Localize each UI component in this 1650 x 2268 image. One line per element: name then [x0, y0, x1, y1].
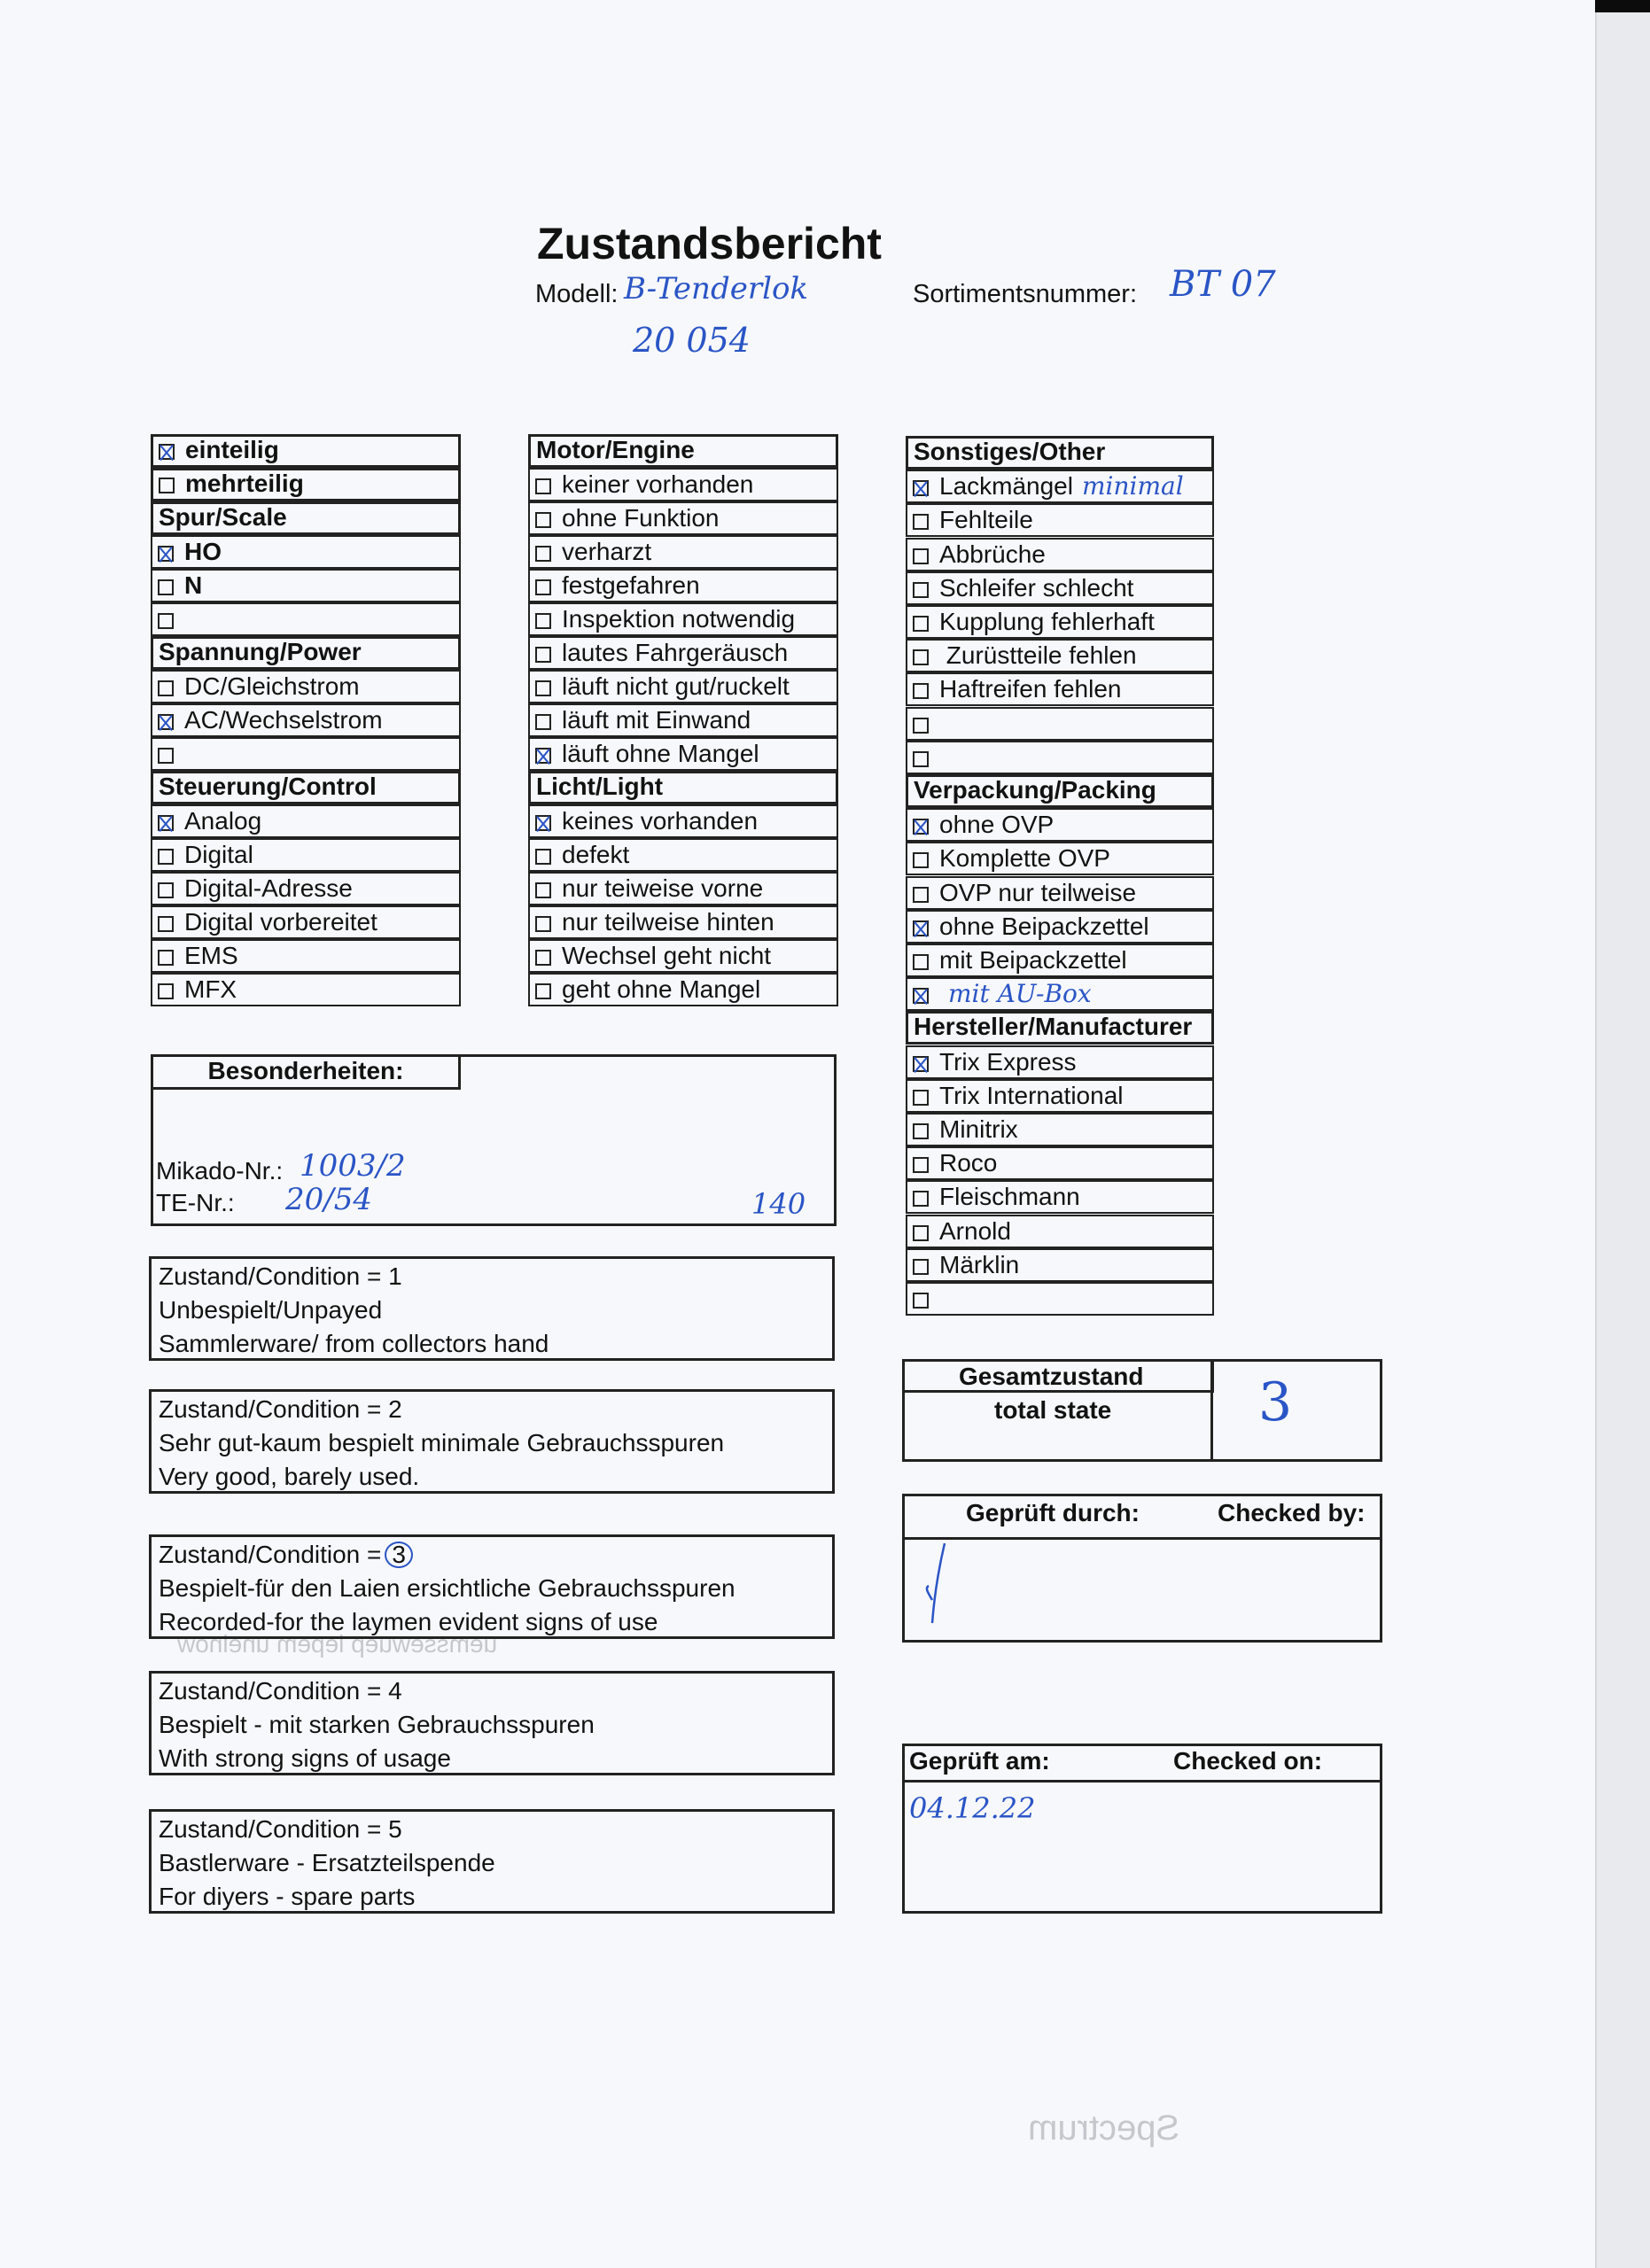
col2-row [528, 737, 838, 771]
condition-box [149, 1256, 835, 1361]
col1-row-label: Digital [184, 841, 253, 868]
col1-row [151, 804, 461, 838]
col3-row-label: Zurüstteile fehlen [939, 641, 1137, 670]
col1-row-label: MFX [184, 975, 237, 1003]
checkbox[interactable] [159, 478, 175, 493]
condition-text: Unbespielt/Unpayed [159, 1296, 383, 1324]
col1-row [151, 737, 461, 771]
condition-line3 [159, 1463, 419, 1491]
condition-line2 [159, 1296, 382, 1324]
checkbox[interactable] [535, 613, 551, 629]
col3-row [906, 1045, 1214, 1079]
condition-text: Zustand/Condition = 1 [159, 1262, 402, 1290]
checkbox-checked[interactable] [158, 815, 174, 831]
condition-text: Bastlerware - Ersatzteilspende [159, 1849, 495, 1876]
checkbox[interactable] [913, 514, 929, 530]
col3-row [906, 1146, 1214, 1180]
page-title: Zustandsbericht [537, 219, 882, 268]
col3-row-label: Märklin [939, 1250, 1020, 1278]
col1-row [151, 636, 461, 670]
col1-row-label: Spur/Scale [159, 503, 287, 531]
col2-row [528, 501, 838, 535]
col2-row [528, 468, 838, 501]
condition-line3 [159, 1744, 451, 1773]
col2-row-label: läuft mit Einwand [562, 706, 751, 734]
col2-row [528, 670, 838, 703]
checkbox[interactable] [913, 616, 929, 632]
checkbox[interactable] [535, 849, 551, 865]
condition-text: Sehr gut-kaum bespielt minimale Gebrauchsspuren [159, 1429, 725, 1456]
col3-row-label: Trix International [939, 1081, 1124, 1109]
checkbox[interactable] [158, 613, 174, 629]
col1-row [151, 838, 461, 872]
col2-row [528, 535, 838, 569]
col3-row-label: Trix Express [939, 1047, 1077, 1076]
checkbox[interactable] [913, 718, 929, 734]
col3-row-label: Fleischmann [939, 1183, 1080, 1211]
col1-row-label: N [184, 571, 203, 599]
condition-text: Zustand/Condition = 4 [159, 1677, 402, 1705]
checkbox[interactable] [913, 751, 929, 767]
condition-text: Zustand/Condition = [159, 1541, 382, 1568]
col3-row [906, 470, 1214, 503]
col3-row [906, 605, 1214, 639]
checkbox[interactable] [913, 1293, 929, 1309]
scanner-edge-dark [1595, 0, 1650, 12]
col3-row [906, 672, 1214, 706]
condition-line2 [159, 1429, 724, 1457]
col2-row-label: defekt [562, 841, 630, 868]
col3-row-label: ohne Beipackzettel [939, 912, 1149, 940]
gesamt-value: 3 [1258, 1371, 1293, 1433]
condition-line1 [159, 1262, 402, 1291]
col1-row [151, 602, 461, 636]
checkbox[interactable] [913, 887, 929, 903]
checkbox[interactable] [535, 478, 551, 494]
modell-value-number: 20 054 [633, 321, 751, 360]
checkbox-checked[interactable] [913, 920, 929, 936]
mikado-value: 1003/2 [300, 1148, 406, 1184]
col1-row [151, 973, 461, 1006]
col2-row [528, 703, 838, 737]
col3-row [906, 503, 1214, 537]
checked-by-label-en: Checked by: [1218, 1499, 1366, 1526]
col3-row [906, 571, 1214, 605]
col3-row-label: OVP nur teilweise [939, 878, 1137, 906]
col2-row [528, 973, 838, 1006]
col1-row [151, 939, 461, 973]
checkbox[interactable] [158, 916, 174, 932]
col2-row [528, 838, 838, 872]
col3-row-label: Arnold [939, 1216, 1011, 1245]
condition-box [149, 1671, 835, 1775]
col1-row-label: Steuerung/Control [159, 773, 377, 800]
col3-row [906, 436, 1214, 470]
signature [918, 1538, 971, 1627]
checkbox-checked[interactable] [158, 546, 174, 562]
modell-label: Modell: [535, 280, 619, 308]
col2-row-label: ohne Funktion [562, 504, 720, 532]
col1-row-label: mehrteilig [185, 470, 304, 497]
checkbox[interactable] [158, 983, 174, 999]
mikado-label: Mikado-Nr.: [156, 1157, 284, 1184]
checkbox[interactable] [913, 548, 929, 564]
col3-row [906, 707, 1214, 741]
col2-row [528, 939, 838, 973]
col2-row [528, 872, 838, 905]
checkbox[interactable] [158, 950, 174, 966]
col3-row-label: Minitrix [939, 1115, 1018, 1143]
col3-row-label: Haftreifen fehlen [939, 675, 1122, 703]
checkbox-checked[interactable] [913, 480, 929, 496]
checkbox[interactable] [158, 882, 174, 898]
condition-box [149, 1809, 835, 1914]
bleed-through-text: uemssewuep lepem unelnow [177, 1630, 498, 1658]
col3-row [906, 774, 1214, 808]
checkbox[interactable] [535, 983, 551, 999]
checkbox[interactable] [535, 579, 551, 595]
col3-row-label: ohne OVP [939, 811, 1055, 839]
sortiment-label: Sortimentsnummer: [913, 280, 1138, 308]
condition-line1 [159, 1395, 402, 1424]
col1-row [151, 434, 461, 468]
checked-on-value: 04.12.22 [909, 1791, 1036, 1825]
col2-row-label: keiner vorhanden [562, 470, 754, 498]
checkbox[interactable] [913, 1259, 929, 1275]
col2-row-label: läuft ohne Mangel [562, 740, 759, 767]
col2-row-label: nur teiweise vorne [562, 874, 764, 902]
col3-row-handwritten: minimal [1081, 471, 1184, 501]
sortiment-value: BT 07 [1170, 264, 1276, 305]
checkbox[interactable] [913, 1191, 929, 1207]
col1-row-label: AC/Wechselstrom [184, 706, 383, 734]
col3-row-label: Komplette OVP [939, 844, 1110, 873]
col3-row [906, 876, 1214, 910]
checkbox[interactable] [535, 647, 551, 663]
col1-row [151, 569, 461, 602]
checkbox[interactable] [913, 1123, 929, 1139]
checkbox[interactable] [535, 950, 551, 966]
col3-row [906, 910, 1214, 944]
col1-row [151, 535, 461, 569]
col2-row [528, 905, 838, 939]
col3-row [906, 842, 1214, 875]
col3-row [906, 1215, 1214, 1248]
col1-row [151, 501, 461, 535]
col3-row [906, 808, 1214, 842]
checkbox[interactable] [913, 954, 929, 970]
condition-line2 [159, 1574, 735, 1603]
checkbox[interactable] [535, 680, 551, 696]
col1-row-label: Digital-Adresse [184, 874, 353, 902]
col3-row-label: Sonstiges/Other [914, 438, 1106, 465]
condition-line3 [159, 1883, 415, 1911]
col2-row [528, 434, 838, 468]
checkbox[interactable] [913, 582, 929, 598]
condition-line2 [159, 1849, 495, 1877]
besonderheiten-label: Besonderheiten: [151, 1054, 461, 1090]
condition-text: Recorded-for the laymen evident signs of use [159, 1608, 658, 1635]
condition-text: With strong signs of usage [159, 1744, 451, 1772]
col3-row [906, 639, 1214, 672]
col2-row-label: läuft nicht gut/ruckelt [562, 672, 790, 700]
col3-row [906, 1282, 1214, 1316]
gesamt-label-en: total state [994, 1396, 1112, 1424]
col3-row [906, 741, 1214, 774]
checkbox[interactable] [158, 680, 174, 696]
condition-text: Very good, barely used. [159, 1463, 420, 1490]
col3-row [906, 977, 1214, 1011]
col1-row-label: EMS [184, 942, 238, 969]
col3-row-label: Fehlteile [939, 506, 1033, 534]
checkbox[interactable] [535, 512, 551, 528]
checkbox[interactable] [535, 714, 551, 730]
condition-text: Sammlerware/ from collectors hand [159, 1330, 549, 1357]
bleed-through-text: Spectrum [1028, 2109, 1180, 2148]
condition-text: For diyers - spare parts [159, 1883, 416, 1910]
col2-row-label: Motor/Engine [536, 436, 695, 463]
col3-row [906, 1079, 1214, 1113]
col2-row-label: Licht/Light [536, 773, 664, 800]
col3-row-label: Abbrüche [939, 540, 1046, 568]
col2-row [528, 569, 838, 602]
checked-on-label-de: Geprüft am: [909, 1747, 1050, 1775]
te-value: 20/54 [285, 1182, 372, 1217]
col3-row [906, 1113, 1214, 1146]
col3-row-label: mit Beipackzettel [939, 946, 1127, 974]
te-label: TE-Nr.: [156, 1189, 235, 1216]
checkbox[interactable] [158, 748, 174, 764]
col1-row-label: einteilig [185, 436, 279, 463]
besonderheiten-extra: 140 [751, 1187, 806, 1221]
gesamt-label: Gesamtzustand [959, 1363, 1144, 1390]
col1-row [151, 670, 461, 703]
col2-row-label: festgefahren [562, 571, 700, 599]
checkbox[interactable] [913, 649, 929, 665]
condition-line2 [159, 1711, 595, 1739]
condition-text: Zustand/Condition = 5 [159, 1815, 402, 1843]
col1-row [151, 872, 461, 905]
col2-row [528, 602, 838, 636]
col1-row [151, 468, 461, 501]
col1-row [151, 771, 461, 804]
col3-row [906, 538, 1214, 571]
col3-row-label: Hersteller/Manufacturer [914, 1013, 1193, 1041]
col3-row-label: Kupplung fehlerhaft [939, 608, 1155, 635]
col1-row-label: HO [184, 538, 222, 565]
col2-row-label: keines vorhanden [562, 807, 759, 835]
col1-row-label: Digital vorbereitet [184, 908, 377, 936]
col1-row-label: Analog [184, 807, 262, 835]
checkbox-checked[interactable] [913, 988, 929, 1004]
col2-row-label: Wechsel geht nicht [562, 942, 772, 969]
col2-row [528, 636, 838, 670]
checkbox[interactable] [913, 1090, 929, 1106]
modell-value: B-Tenderlok [624, 271, 809, 307]
col3-row [906, 1180, 1214, 1214]
checkbox[interactable] [158, 579, 174, 595]
col2-row-label: geht ohne Mangel [562, 975, 761, 1003]
col3-row-label: Lackmängel [939, 472, 1073, 501]
col2-row [528, 771, 838, 804]
col2-row [528, 804, 838, 838]
col3-row-label: Verpackung/Packing [914, 776, 1156, 804]
checkbox-checked[interactable] [535, 748, 551, 764]
checkbox-checked[interactable] [913, 819, 929, 835]
checkbox[interactable] [535, 546, 551, 562]
condition-text: Bespielt - mit starken Gebrauchsspuren [159, 1711, 595, 1738]
checkbox[interactable] [913, 683, 929, 699]
checkbox[interactable] [535, 882, 551, 898]
gesamt-value-box [1210, 1359, 1382, 1462]
col1-row [151, 905, 461, 939]
checkbox[interactable] [535, 916, 551, 932]
condition-line1 [159, 1541, 413, 1569]
checkbox[interactable] [158, 849, 174, 865]
col2-row-label: Inspektion notwendig [562, 605, 796, 633]
checked-by-label-de: Geprüft durch: [966, 1499, 1140, 1526]
col2-row-label: nur teilweise hinten [562, 908, 774, 936]
condition-line3 [159, 1608, 658, 1636]
checkbox[interactable] [913, 1225, 929, 1241]
col1-row [151, 703, 461, 737]
condition-text: Bespielt-für den Laien ersichtliche Gebrauchsspuren [159, 1574, 735, 1602]
col3-row-label: Roco [939, 1149, 998, 1177]
condition-box [149, 1534, 835, 1639]
condition-line3 [159, 1330, 549, 1358]
checkbox-checked[interactable] [535, 815, 551, 831]
col3-row [906, 1011, 1214, 1045]
condition-line1 [159, 1677, 402, 1705]
col2-row-label: lautes Fahrgeräusch [562, 639, 789, 666]
condition-line1 [159, 1815, 402, 1844]
checkbox[interactable] [913, 1157, 929, 1173]
col1-row-label: Spannung/Power [159, 638, 362, 665]
col3-row-label: Schleifer schlecht [939, 573, 1134, 602]
checkbox-checked[interactable] [159, 444, 175, 460]
col3-row [906, 944, 1214, 977]
checked-on-label-en: Checked on: [1173, 1747, 1323, 1775]
checkbox[interactable] [913, 852, 929, 868]
col1-row-label: DC/Gleichstrom [184, 672, 360, 700]
condition-box [149, 1389, 835, 1494]
checkbox-checked[interactable] [913, 1056, 929, 1072]
col3-row-handwritten: mit AU-Box [948, 979, 1092, 1009]
col2-row-label: verharzt [562, 538, 652, 565]
checkbox-checked[interactable] [158, 714, 174, 730]
circled-condition-number: 3 [385, 1542, 413, 1568]
scanner-edge [1595, 0, 1650, 2268]
col3-row [906, 1248, 1214, 1282]
condition-text: Zustand/Condition = 2 [159, 1395, 402, 1423]
